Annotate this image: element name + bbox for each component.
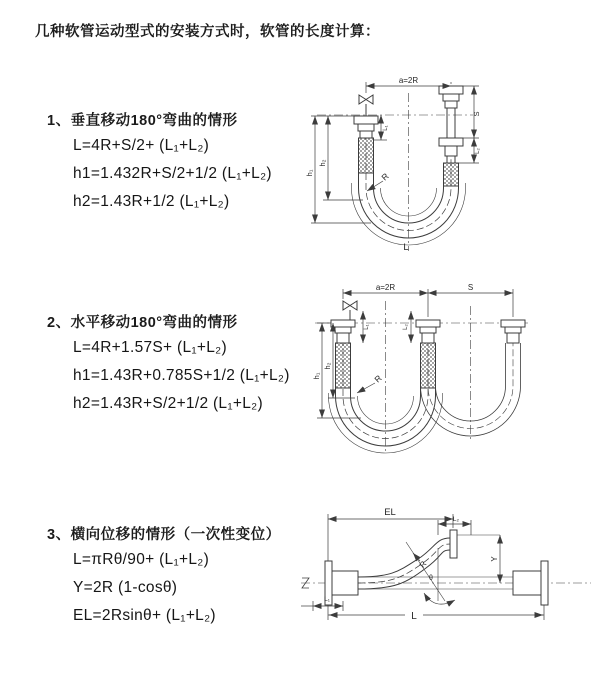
section-2-heading: 2、水平移动180°弯曲的情形 — [47, 315, 238, 331]
dim-label-s: S — [467, 283, 474, 292]
dim-label-radius: R — [417, 559, 429, 570]
section-3-formula-y: Y=2R (1-cosθ) — [73, 579, 178, 596]
dim-label-s: S — [472, 111, 481, 117]
flange-right-moved — [501, 320, 525, 343]
dim-label-length: L — [403, 242, 409, 253]
dim-label-angle: θ — [429, 575, 433, 582]
flange-right-displaced — [450, 530, 457, 558]
section-2-formula-h1: h1=1.43R+0.785S+1/2 (L₁+L₂) — [73, 367, 290, 384]
section-2-formula-length: L=4R+1.57S+ (L₁+L₂) — [73, 339, 227, 356]
section-1-formula-length: L=4R+S/2+ (L₁+L₂) — [73, 137, 210, 154]
dim-label-y: Y — [490, 556, 499, 562]
dim-label-h2: h₂ — [318, 159, 327, 167]
dim-label-radius: R — [372, 373, 384, 385]
hose-s-curve — [358, 538, 450, 589]
dim-label-width: a=2R — [375, 283, 396, 292]
valve-icon — [343, 301, 357, 320]
flange-right-upper — [439, 86, 463, 138]
dim-label-l2: L₂ — [475, 148, 481, 154]
section-1-formula-h2: h2=1.43R+1/2 (L₁+L₂) — [73, 193, 230, 210]
dim-label-width: a=2R — [398, 76, 419, 85]
flange-left — [354, 116, 378, 138]
section-1-formula-h1: h1=1.432R+S/2+1/2 (L₁+L₂) — [73, 165, 272, 182]
angle-arc — [424, 593, 455, 604]
section-1-heading: 1、垂直移动180°弯曲的情形 — [47, 113, 238, 129]
dim-label-el: EL — [384, 507, 396, 518]
diagram-horizontal-180-bend — [303, 281, 593, 459]
section-3-formula-length: L=πRθ/90+ (L₁+L₂) — [73, 551, 210, 568]
section-2-formula-h2: h2=1.43R+S/2+1/2 (L₁+L₂) — [73, 395, 263, 412]
dim-label-l1: L₁ — [324, 596, 330, 603]
diagram-vertical-180-bend — [303, 73, 593, 258]
diagram-lateral-displacement — [293, 498, 598, 643]
dim-label-l1: L₁ — [383, 125, 389, 131]
flange-middle — [416, 320, 440, 343]
dimension-labels — [324, 507, 499, 622]
dim-label-h1: h₁ — [305, 169, 314, 177]
dim-label-l1: L₁ — [364, 324, 370, 330]
flange-left — [325, 561, 358, 605]
page-title: 几种软管运动型式的安装方式时，软管的长度计算： — [35, 24, 380, 40]
section-3-formula-el: EL=2Rsinθ+ (L₁+L₂) — [73, 607, 216, 624]
dim-label-l2: L₂ — [403, 324, 409, 330]
dim-label-h2: h₂ — [323, 362, 332, 370]
dim-label-l2: L₂ — [452, 516, 460, 523]
dim-label-radius: R — [379, 171, 391, 183]
flange-right-lower — [439, 138, 463, 163]
dim-label-length: L — [411, 611, 417, 622]
section-3-heading: 3、横向位移的情形（一次性变位） — [47, 527, 281, 543]
flange-right-original — [513, 561, 548, 605]
valve-icon — [359, 95, 373, 116]
dim-label-h1: h₁ — [312, 372, 321, 380]
flange-left — [331, 320, 355, 343]
